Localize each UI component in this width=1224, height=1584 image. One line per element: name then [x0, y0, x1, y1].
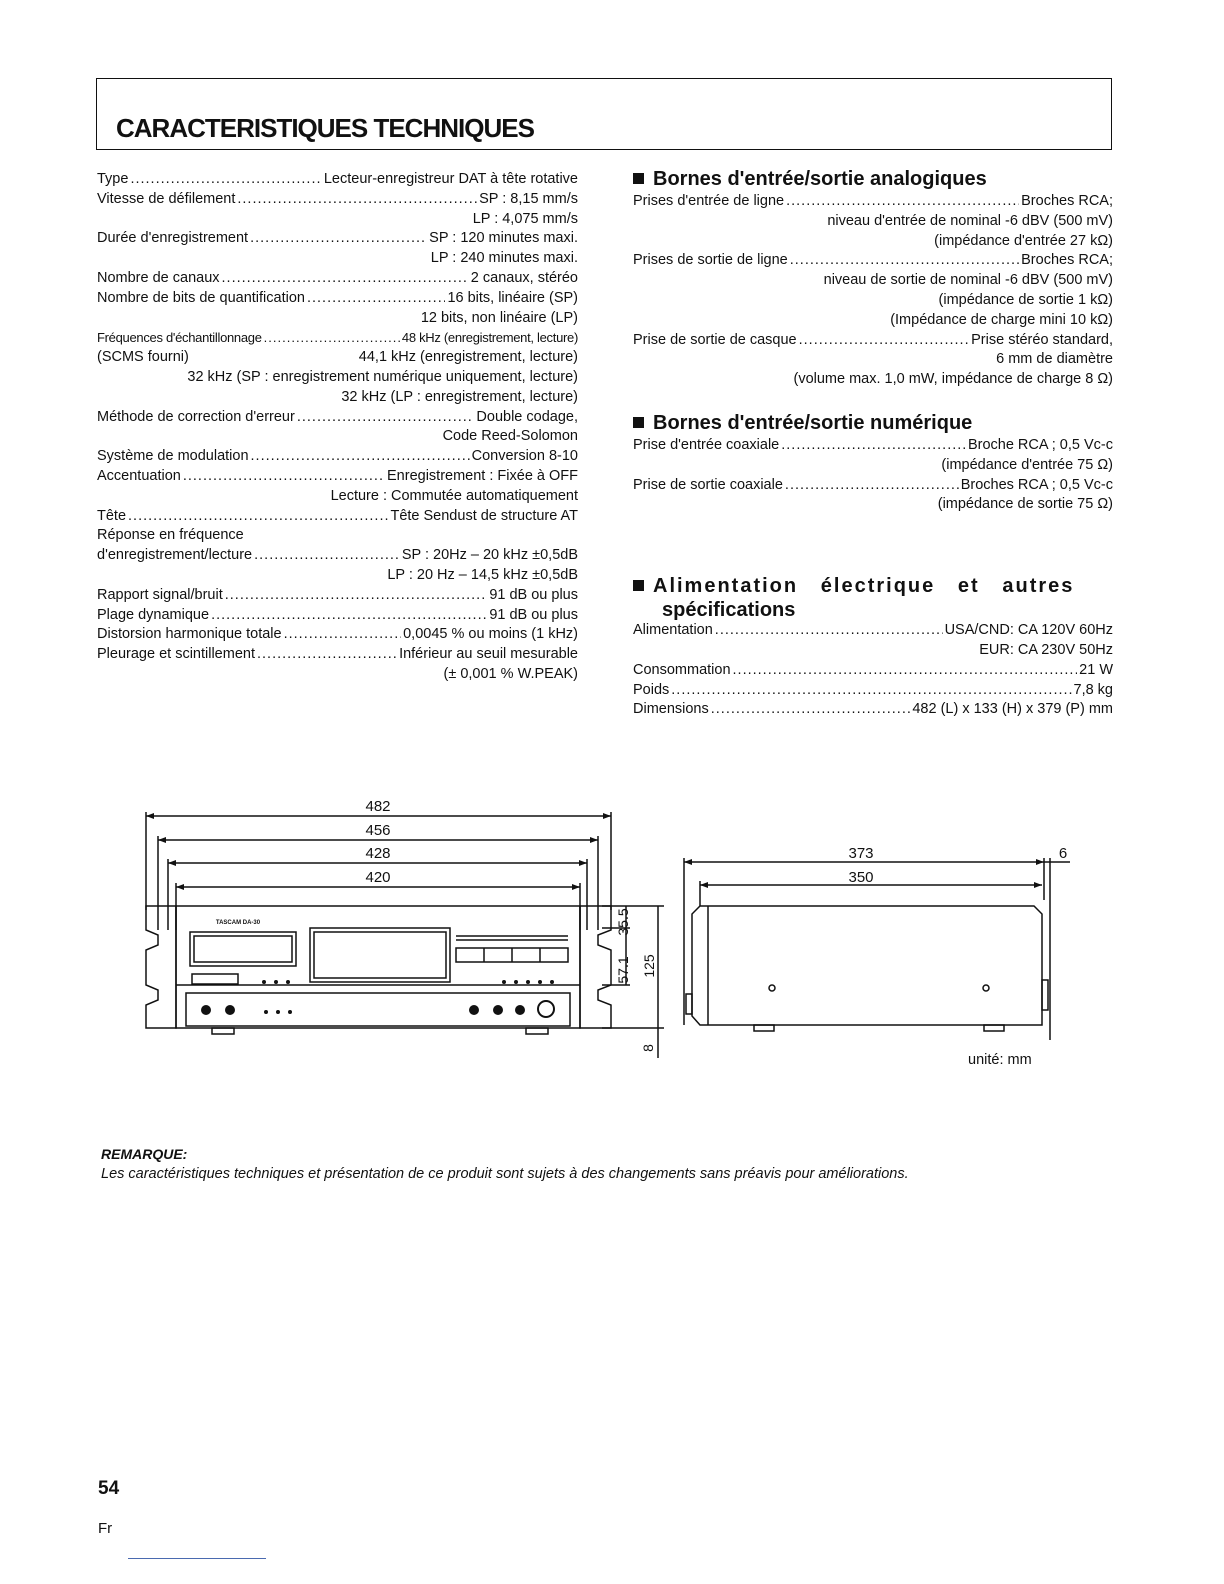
- spec-label: (SCMS fourni): [97, 349, 189, 366]
- spec-label: Méthode de correction d'erreur: [97, 408, 295, 425]
- spec-continuation: LP : 240 minutes maxi.: [430, 250, 578, 267]
- side-foot-front: [754, 1025, 774, 1031]
- spec-continuation: 32 kHz (SP : enregistrement numérique uniquement, lecture): [187, 368, 578, 385]
- spec-label: Prise d'entrée coaxiale: [633, 436, 780, 453]
- spec-value: Double codage,: [476, 408, 578, 425]
- spec-value: Lecteur-enregistreur DAT à tête rotative: [323, 171, 578, 187]
- spec-value: SP : 120 minutes maxi.: [429, 230, 578, 247]
- spec-value: Broches RCA ; 0,5 Vc-c: [960, 476, 1113, 493]
- spec-label: Système de modulation: [97, 448, 249, 465]
- spec-continuation: EUR: CA 230V 50Hz: [979, 641, 1113, 658]
- language-code: Fr: [98, 1520, 113, 1537]
- dim-label-35-5: 35.5: [615, 908, 631, 936]
- foot-right: [526, 1028, 548, 1034]
- spec-value: 482 (L) x 133 (H) x 379 (P) mm: [912, 701, 1113, 718]
- dim-label-8: 8: [640, 1044, 656, 1052]
- spec-value: Prise stéréo standard,: [971, 331, 1113, 348]
- spec-value: USA/CND: CA 120V 60Hz: [944, 622, 1113, 639]
- page-title: CARACTERISTIQUES TECHNIQUES: [116, 113, 534, 143]
- spec-label: d'enregistrement/lecture: [97, 547, 253, 564]
- spec-label: Dimensions: [633, 701, 709, 718]
- spec-label: Prise de sortie de casque: [633, 331, 797, 348]
- dim-label-428: 428: [365, 845, 391, 862]
- spec-label: Réponse en fréquence: [97, 527, 244, 544]
- spec-value: 91 dB ou plus: [489, 586, 578, 603]
- footer-line: [128, 1558, 266, 1559]
- remark-title: REMARQUE:: [101, 1146, 188, 1162]
- unit-label: unité: mm: [968, 1052, 1032, 1068]
- spec-label: Rapport signal/bruit: [97, 586, 223, 603]
- remark-text: Les caractéristiques techniques et présentation de ce produit sont sujets à des changements sans préavis pour améliorations.: [101, 1166, 909, 1182]
- spec-continuation: 32 kHz (LP : enregistrement, lecture): [341, 388, 578, 405]
- spec-value: 48 kHz (enregistrement, lecture): [401, 330, 578, 346]
- spec-value: 2 canaux, stéréo: [470, 269, 578, 286]
- spec-label: Prises de sortie de ligne: [633, 252, 788, 269]
- page-number: 54: [98, 1478, 120, 1499]
- spec-label: Tête: [97, 507, 127, 524]
- spec-label: Fréquences d'échantillonnage: [97, 330, 262, 346]
- spec-label: Accentuation: [97, 467, 181, 484]
- spec-continuation: Code Reed-Solomon: [442, 428, 578, 445]
- spec-continuation: (impédance d'entrée 75 Ω): [941, 456, 1113, 473]
- spec-value: 16 bits, linéaire (SP): [447, 289, 578, 306]
- spec-value: 44,1 kHz (enregistrement, lecture): [358, 349, 578, 366]
- spec-label: Distorsion harmonique totale: [97, 626, 282, 643]
- spec-label: Nombre de canaux: [97, 269, 220, 286]
- spec-value: Inférieur au seuil mesurable: [399, 646, 578, 663]
- display-window: [190, 932, 296, 966]
- spec-continuation: LP : 20 Hz – 14,5 kHz ±0,5dB: [387, 566, 578, 583]
- spec-value: Broches RCA;: [1021, 252, 1113, 269]
- spec-label: Alimentation: [633, 622, 713, 639]
- rack-ear-left: [146, 906, 176, 1028]
- dim-label-482: 482: [365, 798, 391, 815]
- digital-section-title: Bornes d'entrée/sortie numérique: [633, 410, 1113, 436]
- spec-value: Enregistrement : Fixée à OFF: [387, 467, 578, 484]
- spec-continuation: (impédance de sortie 1 kΩ): [938, 291, 1113, 308]
- spec-label: Type: [97, 171, 129, 187]
- brand-label: TASCAM DA-30: [215, 920, 261, 926]
- spec-value: Tête Sendust de structure AT: [390, 507, 578, 524]
- spec-value: Conversion 8-10: [471, 448, 578, 465]
- power-section-subtitle: spécifications: [662, 599, 796, 622]
- spec-continuation: Lecture : Commutée automatiquement: [330, 487, 578, 504]
- analog-section-title: Bornes d'entrée/sortie analogiques: [633, 166, 1113, 192]
- spec-value: Broches RCA;: [1021, 193, 1113, 209]
- rack-ear-right: [580, 906, 611, 1028]
- spec-value: 21 W: [1079, 661, 1113, 678]
- foot-left: [212, 1028, 234, 1034]
- spec-continuation: LP : 4,075 mm/s: [472, 210, 578, 227]
- screw-icon: [769, 985, 775, 991]
- dim-label-6: 6: [1058, 845, 1068, 862]
- spec-continuation: (impédance d'entrée 27 kΩ): [934, 232, 1113, 249]
- spec-continuation: 6 mm de diamètre: [996, 351, 1113, 368]
- spec-label: Prises d'entrée de ligne: [633, 193, 785, 209]
- volume-knob-icon: [538, 1001, 554, 1017]
- cassette-door: [310, 928, 450, 982]
- spec-label: Plage dynamique: [97, 606, 210, 623]
- dim-label-125: 125: [641, 954, 657, 978]
- dim-label-57-1: 57.1: [615, 956, 631, 984]
- screw-icon: [983, 985, 989, 991]
- power-section-title: Alimentation électrique et autres: [633, 573, 1113, 599]
- spec-label: Pleurage et scintillement: [97, 646, 255, 663]
- dim-label-420: 420: [365, 869, 391, 886]
- spec-label: Consommation: [633, 661, 731, 678]
- spec-value: 91 dB ou plus: [489, 606, 578, 623]
- side-body: [692, 906, 1042, 1025]
- side-foot-rear: [984, 1025, 1004, 1031]
- spec-value: SP : 8,15 mm/s: [479, 190, 578, 207]
- spec-continuation: niveau d'entrée de nominal -6 dBV (500 mV): [827, 212, 1113, 229]
- spec-continuation: (impédance de sortie 75 Ω): [937, 496, 1113, 513]
- spec-label: Prise de sortie coaxiale: [633, 476, 783, 493]
- spec-continuation: (Impédance de charge mini 10 kΩ): [890, 311, 1113, 328]
- power-button: [192, 974, 238, 984]
- dim-label-373: 373: [848, 845, 874, 862]
- spec-continuation: (± 0,001 % W.PEAK): [443, 665, 578, 682]
- dim-label-350: 350: [848, 869, 874, 886]
- spec-continuation: 12 bits, non linéaire (LP): [420, 309, 578, 326]
- spec-label: Poids: [633, 681, 670, 698]
- spec-label: Nombre de bits de quantification: [97, 289, 305, 306]
- spec-label: Durée d'enregistrement: [97, 230, 249, 247]
- spec-continuation: (volume max. 1,0 mW, impédance de charge 8 Ω): [793, 371, 1113, 388]
- spec-value: SP : 20Hz – 20 kHz ±0,5dB: [401, 547, 578, 564]
- spec-label: Vitesse de défilement: [97, 190, 236, 207]
- spec-continuation: niveau de sortie de nominal -6 dBV (500 mV): [823, 272, 1113, 289]
- spec-value: Broche RCA ; 0,5 Vc-c: [967, 436, 1113, 453]
- spec-value: 7,8 kg: [1073, 681, 1113, 698]
- dim-label-456: 456: [365, 822, 391, 839]
- spec-value: 0,0045 % ou moins (1 kHz): [403, 626, 578, 643]
